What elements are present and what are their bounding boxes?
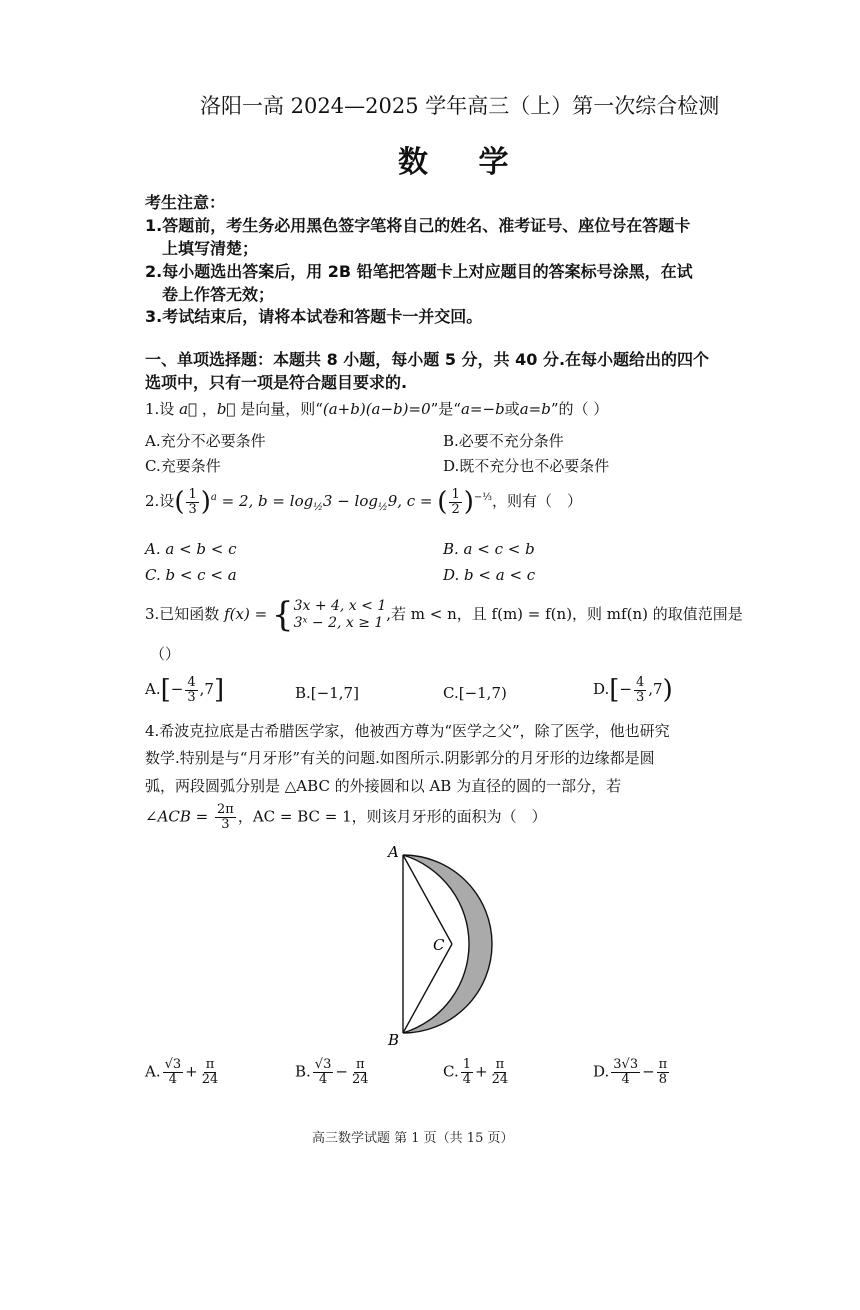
section1-line1: 一、单项选择题：本题共 8 小题，每小题 5 分，共 40 分.在每小题给出的四个 [145,350,710,369]
note-2-line1: 2.每小题选出答案后，用 2B 铅笔把答题卡上对应题目的答案标号涂黑，在试 [145,262,693,281]
note-3: 3.考试结束后，请将本试卷和答题卡一并交回。 [145,307,483,326]
q1-option-c: C.充要条件 [145,457,221,475]
q1-option-a: A.充分不必要条件 [145,432,266,450]
lune-shaded-region [403,855,492,1033]
q4-line1: 4.希波克拉底是古希腊医学家，他被西方尊为“医学之父”，除了医学，他也研究 [145,722,670,740]
q3-option-c: C.[−1,7) [443,684,507,702]
point-c-label: C [433,936,445,954]
page-footer: 高三数学试题 第 1 页（共 15 页） [312,1131,514,1146]
q4-line2: 数学.特别是与“月牙形”有关的问题.如图所示.阴影郭分的月牙形的边缘都是圆 [145,749,655,767]
note-1-line1: 1.答题前，考生务必用黑色签字笔将自己的姓名、准考证号、座位号在答题卡 [145,216,691,235]
question-2: 2.设( $\frac{1}{3}$ )$^a$ = 2, $b = \log_{\frac{1}{2}}3 - \log_{\frac{1}{2}}9$, c = ( $\frac{1}{2}$ )$^{-\frac{1}{3}}$，则有（ ） [145,486,582,517]
lune-figure [380,840,500,1050]
note-1-line2: 上填写清楚； [162,239,259,258]
q4-option-b: B. $\frac{√3}{4}$ − $\frac{\pi}{24}$ [295,1057,369,1087]
q3-paren: （） [150,645,181,663]
q1-option-b: B.必要不充分条件 [443,432,564,450]
q3-option-a: A.[− $\frac{4}{3}$ ,7] [145,674,225,705]
note-2-line2: 卷上作答无效； [162,285,275,304]
question-3: 3.已知函数 f(x) = { 3x + 4, x < 1 3ˣ − 2, x ≥ 1 ,若 m < n，且 f(m) = f(n)，则 mf(n) 的取值范围是 [145,595,743,635]
q4-line3: 弧，两段圆弧分别是 △ABC 的外接圆和以 AB 为直径的圆的一部分，若 [145,777,622,795]
q2-option-b: B. a < c < b [443,540,535,558]
q3-option-b: B.[−1,7] [295,684,359,702]
q4-option-d: D. $\frac{3√3}{4}$ − $\frac{\pi}{8}$ [593,1057,668,1087]
q2-option-c: C. b < c < a [145,566,237,584]
q2-option-a: A. a < b < c [145,540,237,558]
q4-line4: ∠ACB = $\frac{2\pi}{3}$ ，AC = BC = 1，则该月牙形的面积为（ ） [145,802,547,832]
exam-title: 洛阳一高 2024—2025 学年高三（上）第一次综合检测 [200,94,720,118]
question-1: 1.设 a⃗ ，b⃗ 是向量，则“(a+b)(a−b)=0”是“a=−b或a=b”的（ ） [145,400,609,418]
point-a-label: A [388,843,399,861]
point-b-label: B [388,1031,400,1049]
section1-line2: 选项中，只有一项是符合题目要求的. [145,373,408,392]
q1-option-d: D.既不充分也不必要条件 [443,457,610,475]
subject-title: 数 学 [398,145,529,180]
q4-option-a: A. $\frac{√3}{4}$ + $\frac{\pi}{24}$ [145,1057,219,1087]
notes-heading: 考生注意： [145,193,226,212]
q3-option-d: D.[− $\frac{4}{3}$ ,7) [593,674,673,705]
q2-option-d: D. b < a < c [443,566,536,584]
q4-option-c: C. $\frac{1}{4}$ + $\frac{\pi}{24}$ [443,1057,509,1087]
